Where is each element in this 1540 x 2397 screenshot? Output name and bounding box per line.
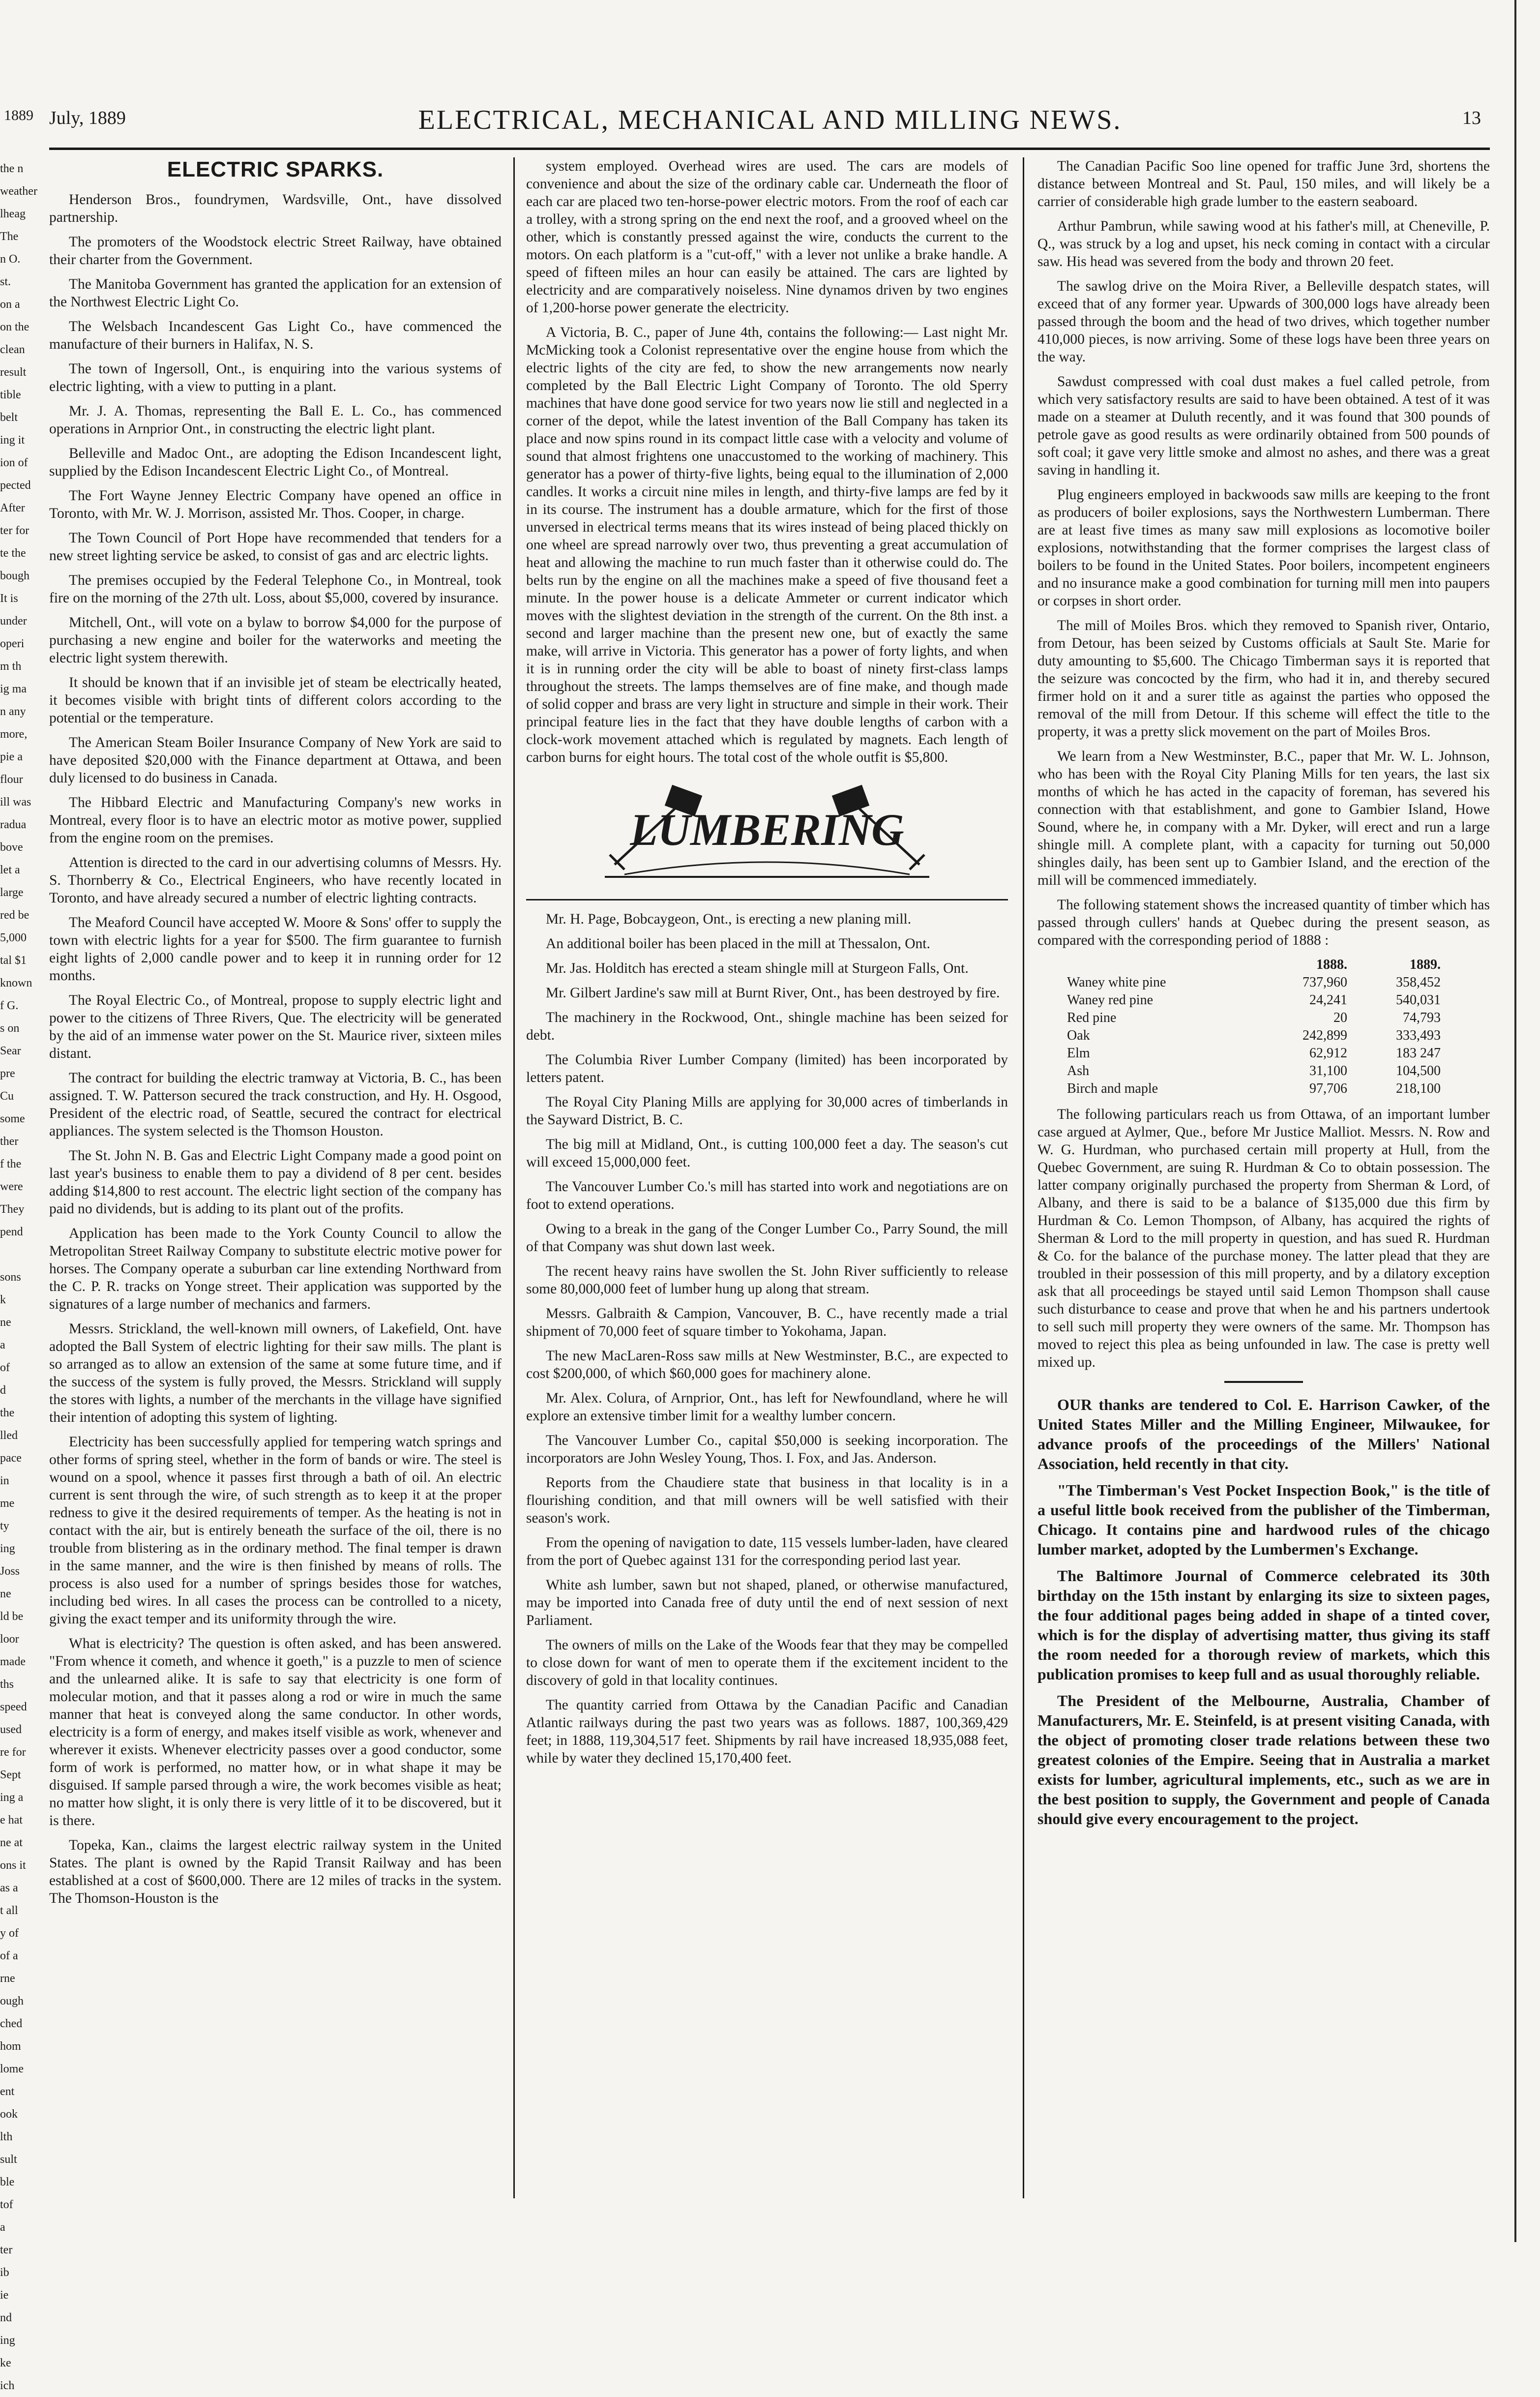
right-edge-rule: [1514, 0, 1516, 2242]
margin-fragment: They: [0, 1203, 25, 1216]
margin-fragment: pected: [0, 479, 31, 492]
margin-fragment: tof: [0, 2198, 13, 2211]
section-separator: [1224, 1381, 1303, 1383]
margin-fragment: known: [0, 977, 32, 989]
electric-sparks-paragraph: The Meaford Council have accepted W. Moore & Sons' offer to supply the town with electric lights for a year for $500. The firm guarantee to furnish eight lights of 2,000 candle power and to keep it in running order for 12 months.: [49, 915, 502, 984]
lumbering-item-paragraph: Mr. Alex. Colura, of Arnprior, Ont., has left for Newfoundland, where he will explore an extensive timber limit for a wealthy lumber concern.: [526, 1390, 1008, 1424]
margin-fragment: were: [0, 1180, 23, 1193]
margin-fragment: f the: [0, 1158, 22, 1170]
table-cell: 242,899: [1303, 1028, 1347, 1043]
table-cell: 31,100: [1309, 1063, 1347, 1079]
margin-fragment: ig ma: [0, 683, 27, 695]
margin-fragment: loor: [0, 1633, 19, 1646]
margin-fragment: some: [0, 1112, 25, 1125]
margin-fragment: bough: [0, 569, 30, 582]
lumber-news-paragraph: The mill of Moiles Bros. which they removed to Spanish river, Ontario, from Detour, has been seized by Customs officials at Sault Ste. Marie for duty amounting to $5,600. The Chicago Timberman says it is reported that the seizure was concocted by the firm, who had it in, and thereby secured firmer hold on it and a surer title as against the parties who opposed the removal of the mill from Detour. If this scheme will effect the title to the property, it was a pretty slick movement on the part of Moiles Bros.: [1037, 618, 1490, 740]
previous-page-margin: [0, 157, 39, 2397]
lumbering-item-paragraph: Mr. Jas. Holditch has erected a steam shingle mill at Sturgeon Falls, Ont.: [546, 960, 969, 976]
lumbering-logo: [595, 781, 939, 884]
margin-fragment: the n: [0, 162, 24, 175]
margin-fragment: e hat: [0, 1814, 23, 1827]
margin-fragment: let a: [0, 864, 20, 876]
margin-fragment: weather: [0, 185, 37, 198]
margin-fragment: radua: [0, 818, 27, 831]
table-row: [1067, 1009, 1441, 1027]
lumbering-item-paragraph: Messrs. Galbraith & Campion, Vancouver, B. C., have recently made a trial shipment of 70,000 feet of square timber to Yokohama, Japan.: [526, 1306, 1008, 1339]
lumbering-item-paragraph: Owing to a break in the gang of the Conger Lumber Co., Parry Sound, the mill of that Company was shut down last week.: [526, 1221, 1008, 1255]
table-cell: 74,793: [1403, 1010, 1441, 1025]
electric-sparks-paragraph: Application has been made to the York County Council to allow the Metropolitan Street Railway Company to substitute electric motive power for horses. The Company operate a suburban car line extending Northward from the C. P. R. tracks on Yonge street. Their application was supported by the signatures of a large number of mechanics and farmers.: [49, 1226, 502, 1312]
margin-fragment: operi: [0, 637, 25, 650]
margin-fragment: a: [0, 1339, 5, 1351]
electric-sparks-paragraph: It should be known that if an invisible jet of steam be electrically heated, it becomes visible with bright tints of different colors according to the potential or the temperature.: [49, 675, 502, 726]
previous-page-edge: 1889: [4, 107, 33, 123]
margin-fragment: ty: [0, 1520, 9, 1532]
margin-fragment: nd: [0, 2311, 12, 2324]
margin-fragment: tible: [0, 389, 21, 401]
electric-sparks-paragraph: The Fort Wayne Jenney Electric Company have opened an office in Toronto, with Mr. W. J. Morrison, assisted Mr. Thos. Cooper, in charge.: [49, 488, 502, 521]
margin-fragment: lome: [0, 2063, 24, 2075]
editorial-note-paragraph: The President of the Melbourne, Australia, Chamber of Manufacturers, Mr. E. Steinfeld, is at present visiting Canada, with the object of promoting closer trade relations between these two greatest colonies of the Empire. Seeing that in Australia a market exists for lumber, agricultural implements, etc., such as we are in the best position to supply, the Government and people of Canada should give every encouragement to the project.: [1037, 1692, 1490, 1828]
electric-continued-paragraph: A Victoria, B. C., paper of June 4th, contains the following:— Last night Mr. McMicking took a Colonist representative over the engine house from which the electric lights of the city are fed, to show the new arrangements now nearly completed by the Ball Electric Light Company of Toronto. The old Sperry machines that have done good service for two years now lie still and neglected in a corner of the depot, while the latest invention of the Ball Company has taken its place and now spins round in its compact little case with a velocity and volume of sound that almost frightens one unaccustomed to the working of machinery. This generator has a power of thirty-five lights, being equal to the illumination of 2,000 candles. It works a circuit nine miles in length, and thirty-five lamps are fed by it in its course. The instrument has a double armature, which for the first of those unversed in electrical terms means that its wires instead of being placed thickly on one wheel are spread narrowly over two, thus preventing a great accumulation of heat and allowing the machine to run much faster than it otherwise could do. The belts run by the engine on all the machines make a speed of five thousand feet a minute. In the power house is a delicate Ammeter or current indicator which moves with the slightest deviation in the strength of the current. On the 8th inst. a second and larger machine than the present new one, but of exactly the same make, will arrive in Victoria. This generator has a power of forty lights, and when it is in running order the city will be able to boast of ninety first-class lamps throughout the streets. The lamps themselves are of fine make, and though made of solid copper and brass are very light in structure and simple in their work. Their principal feature lies in the fact that they have double lengths of carbon with a clock-work movement attached which is regulated by magnets. Each length of carbon burns for eight hours. The total cost of the whole outfit is $5,800.: [526, 325, 1008, 765]
margin-fragment: lled: [0, 1429, 18, 1442]
electric-continued-paragraph: system employed. Overhead wires are used. The cars are models of convenience and about the size of the ordinary cable car. Underneath the floor of each car are placed two ten-horse-power electric motors. From the roof of each car a trolley, with a strong spring on the end next the roof, and a grooved wheel on the other, which is constantly pressed against the wire, conducts the current to the motors. On each platform is a "cut-off," with a lever not unlike a brake handle. A speed of fifteen miles an hour can easily be attained. The cars are lighted by electricity and are comparatively noiseless. Nine dynamos driven by two engines of 1,200-horse power generate the electricity.: [526, 158, 1008, 316]
table-cell: 104,500: [1396, 1063, 1441, 1079]
margin-fragment: m th: [0, 660, 22, 673]
page-number: 13: [1462, 108, 1481, 128]
lumbering-item-paragraph: The big mill at Midland, Ont., is cutting 100,000 feet a day. The season's cut will exceed 15,000,000 feet.: [526, 1137, 1008, 1170]
table-header-row: [1067, 956, 1441, 974]
column-right: [1037, 157, 1490, 1835]
column-middle: [526, 157, 1008, 1774]
lumbering-item-paragraph: An additional boiler has been placed in the mill at Thessalon, Ont.: [546, 936, 930, 952]
margin-fragment: ter for: [0, 524, 30, 537]
column-electric-sparks: [49, 157, 502, 1914]
page-header: [0, 107, 1540, 147]
margin-fragment: pend: [0, 1226, 23, 1238]
table-header-cell: 1888.: [1316, 957, 1347, 972]
electric-sparks-paragraph: Mr. J. A. Thomas, representing the Ball E. L. Co., has commenced operations in Arnprior Ont., in constructing the electric light plant.: [49, 403, 502, 437]
margin-fragment: pre: [0, 1067, 15, 1080]
margin-fragment: t all: [0, 1904, 18, 1917]
margin-fragment: ing a: [0, 1791, 24, 1804]
margin-fragment: under: [0, 615, 27, 628]
margin-fragment: 5,000: [0, 931, 27, 944]
table-row: [1067, 974, 1441, 991]
table-row: [1067, 1062, 1441, 1080]
electric-sparks-paragraph: The Manitoba Government has granted the application for an extension of the Northwest Electric Light Co.: [49, 276, 502, 310]
table-cell: Oak: [1067, 1028, 1090, 1043]
margin-fragment: te the: [0, 547, 26, 560]
margin-fragment: ing: [0, 1542, 15, 1555]
electric-sparks-paragraph: The Town Council of Port Hope have recommended that tenders for a new street lighting service be asked, to consist of gas and arc electric lights.: [49, 530, 502, 564]
margin-fragment: rne: [0, 1972, 15, 1985]
electric-sparks-paragraph: Electricity has been successfully applied for tempering watch springs and other forms of spring steel, whether in the form of bands or wire. The steel is wound on a spool, whence it passes first through a bath of oil. An electric current is sent through the wire, of such strength as to keep it at the proper redness to give it the desired requirements of temper. As the heating is not in contact with the air, but is entirely beneath the surface of the oil, there is no trouble from blistering as in the ordinary method. The final temper is drawn in the same manner, and the wire is then finished by means of rolls. The process is also used for a number of springs besides those for watches, including bed wires. In all cases the process can be controlled to a nicety, giving the exact temper and its uniformity through the wire.: [49, 1434, 502, 1627]
margin-fragment: bove: [0, 841, 23, 854]
logo-rule: [526, 899, 1008, 900]
margin-fragment: ich: [0, 2379, 15, 2392]
margin-fragment: ke: [0, 2357, 11, 2369]
margin-fragment: [0, 1243, 39, 1266]
publication-title: ELECTRICAL, MECHANICAL AND MILLING NEWS.: [418, 105, 1122, 135]
editorial-note-paragraph: "The Timberman's Vest Pocket Inspection Book," is the title of a useful little book received from the publisher of the Timberman, Chicago. It contains pine and hardwood rules of the chicago lumber market, adopted by the Lumbermen's Exchange.: [1037, 1481, 1490, 1558]
margin-fragment: ie: [0, 2289, 9, 2302]
table-cell: 218,100: [1396, 1081, 1441, 1096]
table-row: [1067, 1027, 1441, 1045]
margin-fragment: of: [0, 1361, 10, 1374]
margin-fragment: ion of: [0, 456, 28, 469]
table-row: [1067, 1045, 1441, 1062]
margin-fragment: on a: [0, 298, 20, 311]
margin-fragment: sult: [0, 2153, 17, 2166]
lumber-news-paragraph: Plug engineers employed in backwoods saw mills are keeping to the front as producers of boiler explosions, says the Northwestern Lumberman. There are at least five times as many saw mill explosions as locomotive boiler explosions, notwithstanding that the former comprises the largest class of boilers to be found in the United States. Poor boilers, incompetent engineers and no insurance make a good combination for turning mill men into paupers or corpses in short order.: [1037, 487, 1490, 609]
margin-fragment: speed: [0, 1701, 27, 1713]
lumber-news-paragraph: Arthur Pambrun, while sawing wood at his father's mill, at Cheneville, P. Q., was struck by a log and upset, his neck coming in contact with a circular saw. His head was severed from the body and thrown 20 feet.: [1037, 218, 1490, 270]
lumbering-item-paragraph: The Columbia River Lumber Company (limited) has been incorporated by letters patent.: [526, 1052, 1008, 1085]
margin-fragment: re for: [0, 1746, 26, 1759]
margin-fragment: made: [0, 1655, 26, 1668]
table-header-cell: 1889.: [1410, 957, 1441, 972]
margin-fragment: y of: [0, 1927, 19, 1940]
table-cell: 20: [1333, 1010, 1347, 1025]
editorial-note-paragraph: OUR thanks are tendered to Col. E. Harrison Cawker, of the United States Miller and the Milling Engineer, Milwaukee, for advance proofs of the proceedings of the Millers' National Association, held recently in that city.: [1037, 1396, 1490, 1472]
table-cell: 737,960: [1303, 975, 1347, 990]
margin-fragment: d: [0, 1384, 6, 1397]
margin-fragment: flour: [0, 773, 23, 786]
margin-fragment: clean: [0, 343, 25, 356]
lumbering-item-paragraph: The recent heavy rains have swollen the St. John River sufficiently to release some 80,000,000 feet of lumber hung up along that stream.: [526, 1263, 1008, 1297]
margin-fragment: ne: [0, 1588, 11, 1600]
table-cell: 358,452: [1396, 975, 1441, 990]
timber-culled-table: [1067, 956, 1441, 1098]
lumbering-item-paragraph: Reports from the Chaudiere state that business in that locality is in a flourishing condition, and that mill owners will be well satisfied with their season's work.: [526, 1475, 1008, 1526]
margin-fragment: ld be: [0, 1610, 24, 1623]
margin-fragment: ent: [0, 2085, 15, 2098]
lumbering-item-paragraph: Mr. H. Page, Bobcaygeon, Ont., is erecting a new planing mill.: [546, 911, 912, 927]
margin-fragment: a: [0, 2221, 5, 2234]
margin-fragment: ill was: [0, 796, 31, 809]
lumbering-item-paragraph: The quantity carried from Ottawa by the Canadian Pacific and Canadian Atlantic railways during the past two years was as follows. 1887, 100,369,429 feet; in 1888, 119,304,517 feet. Shipments by rail have increased 18,935,088 feet, while by water they declined 15,170,400 feet.: [526, 1697, 1008, 1766]
margin-fragment: result: [0, 366, 27, 379]
margin-fragment: ons it: [0, 1859, 26, 1872]
electric-sparks-paragraph: The American Steam Boiler Insurance Company of New York are said to have deposited $20,000 with the Finance department at Ottawa, and been duly licensed to do business in Canada.: [49, 735, 502, 786]
margin-fragment: After: [0, 502, 25, 514]
electric-sparks-paragraph: The Royal Electric Co., of Montreal, propose to supply electric light and power to the citizens of Three Rivers, Que. The electricity will be generated by the aid of an immense water power on the St. Maurice river, sixteen miles distant.: [49, 992, 502, 1061]
margin-fragment: Joss: [0, 1565, 20, 1578]
margin-fragment: more,: [0, 728, 28, 741]
table-cell: 333,493: [1396, 1028, 1441, 1043]
margin-fragment: Sear: [0, 1045, 21, 1057]
lumber-news-paragraph: The sawlog drive on the Moira River, a Belleville despatch states, will exceed that of any former year. Upwards of 300,000 logs have already been passed through the boom and the head of two drives, which together number 410,000 pieces, is now arriving. Some of these logs have been three years on the way.: [1037, 278, 1490, 365]
table-cell: Ash: [1067, 1063, 1090, 1079]
table-cell: 24,241: [1309, 992, 1347, 1008]
margin-fragment: belt: [0, 411, 18, 424]
margin-fragment: ne: [0, 1316, 11, 1329]
margin-fragment: st.: [0, 275, 11, 288]
margin-fragment: ther: [0, 1135, 19, 1148]
lumbering-item-paragraph: The Vancouver Lumber Co., capital $50,000 is seeking incorporation. The incorporators are John Wesley Young, Thos. I. Fox, and Jas. Anderson.: [526, 1433, 1008, 1466]
margin-fragment: hom: [0, 2040, 21, 2053]
lumber-case-paragraph: The following particulars reach us from Ottawa, of an important lumber case argued at Aylmer, Que., before Mr Justice Malliot. Messrs. N. Row and W. G. Hurdman, who purchased certain mill property at Hull, from the Quebec Government, are suing R. Hurdman & Co to obtain possession. The latter company originally purchased the property from Sherman & Lord, of Albany, and there is said to be a balance of $135,000 due this firm by Hurdman & Co. Lemon Thompson, of Albany, has acquired the rights of Sherman & Lord to the mill property in question, and has sued R. Hurdman & Co. for the balance of the purchase money. The latter plead that they are troubled in their possession of this mill property, and by a dilatory exception ask that all proceedings be stayed until said Lemon Thompson shall cause such disturbance to cease and prove that when he and his partners undertook to sell such mill property they were owners of the same. Mr. Thompson has moved to reject this plea as being unfounded in law. The case is pretty well mixed up.: [1037, 1107, 1490, 1370]
margin-fragment: ing it: [0, 434, 25, 447]
margin-fragment: k: [0, 1293, 6, 1306]
lumbering-item-paragraph: White ash lumber, sawn but not shaped, planed, or otherwise manufactured, may be imported into Canada free of duty until the end of next session of next Parliament.: [526, 1577, 1008, 1628]
lumbering-item-paragraph: The new MacLaren-Ross saw mills at New Westminster, B.C., are expected to cost $200,000, of which $60,000 goes for machinery alone.: [526, 1348, 1008, 1381]
margin-fragment: pace: [0, 1452, 22, 1465]
margin-fragment: ook: [0, 2108, 18, 2121]
margin-fragment: Sept: [0, 1768, 21, 1781]
margin-fragment: ing: [0, 2334, 15, 2347]
lumbering-item-paragraph: The machinery in the Rockwood, Ont., shingle machine has been seized for debt.: [526, 1010, 1008, 1043]
electric-sparks-paragraph: What is electricity? The question is often asked, and has been answered. "From whence it cometh, and whence it goeth," is a puzzle to men of science and the unlearned alike. It is safe to say that electricity is one form of molecular motion, and that it passes along a rod or wire in much the same manner that heat is conveyed along the same conductor. In other words, electricity is a form of energy, and makes itself visible as work, whenever and wherever it exists. Whenever electricity passes over a good conductor, some form of work is performed, no matter how, or in what shape it may be disguised. If sample parsed through a wire, the work becomes visible as heat; no matter how slight, it is only there is very little of it to be discovered, but it is there.: [49, 1636, 502, 1828]
header-rule: [49, 148, 1490, 150]
margin-fragment: red be: [0, 909, 30, 922]
table-cell: Red pine: [1067, 1010, 1117, 1025]
table-cell: Birch and maple: [1067, 1081, 1158, 1096]
electric-sparks-paragraph: Topeka, Kan., claims the largest electric railway system in the United States. The plant is owned by the Rapid Transit Railway and has been established at a cost of $600,000. There are 12 miles of tracks in the system. The Thomson-Houston is the: [49, 1837, 502, 1906]
margin-fragment: n O.: [0, 253, 21, 266]
table-row: [1067, 1080, 1441, 1098]
margin-fragment: ter: [0, 2244, 13, 2256]
electric-sparks-paragraph: Mitchell, Ont., will vote on a bylaw to borrow $4,000 for the purpose of purchasing a new engine and boiler for the waterworks and meeting the electric light system therewith.: [49, 615, 502, 666]
table-cell: 97,706: [1309, 1081, 1347, 1096]
margin-fragment: s on: [0, 1022, 20, 1035]
electric-sparks-paragraph: The contract for building the electric tramway at Victoria, B. C., has been assigned. T. W. Patterson secured the track construction, and Hy. H. Osgood, President of the electric road, of Seattle, secured the contract for electrical appliances. The system selected is the Thomson Houston.: [49, 1070, 502, 1139]
margin-fragment: ib: [0, 2266, 9, 2279]
margin-fragment: as a: [0, 1882, 18, 1894]
margin-fragment: ched: [0, 2017, 23, 2030]
lumbering-item-paragraph: Mr. Gilbert Jardine's saw mill at Burnt River, Ont., has been destroyed by fire.: [546, 985, 1000, 1001]
margin-fragment: me: [0, 1497, 15, 1510]
electric-sparks-paragraph: Messrs. Strickland, the well-known mill owners, of Lakefield, Ont. have adopted the Ball System of electric lighting for their saw mills. The plant is so arranged as to allow an extension of the same at some future time, and if the success of the system is fully proved, the Messrs. Strickland will supply the stores with lights, a number of the merchants in the village have signified their intention of adopting this system of lighting.: [49, 1321, 502, 1425]
lumbering-item-paragraph: The Royal City Planing Mills are applying for 30,000 acres of timberlands in the Sayward District, B. C.: [526, 1094, 1008, 1128]
margin-fragment: f G.: [0, 999, 19, 1012]
margin-fragment: of a: [0, 1949, 18, 1962]
electric-sparks-paragraph: Belleville and Madoc Ont., are adopting the Edison Incandescent light, supplied by the Edison Incandescent Electric Light Co., of Montreal.: [49, 446, 502, 479]
margin-fragment: lheag: [0, 208, 26, 220]
margin-fragment: tal $1: [0, 954, 27, 967]
margin-fragment: the: [0, 1407, 15, 1419]
margin-fragment: ble: [0, 2176, 15, 2188]
table-cell: 183 247: [1396, 1046, 1441, 1061]
editorial-note-paragraph: The Baltimore Journal of Commerce celebrated its 30th birthday on the 15th instant by enlarging its size to sixteen pages, the four additional pages being added in shape of a tinted cover, which is for the display of advertising matter, thus giving its staff the room needed for a thorough review of markets, which this publication promises to keep full and as usual thoroughly reliable.: [1037, 1567, 1490, 1683]
margin-fragment: on the: [0, 321, 30, 333]
lumbering-item-paragraph: From the opening of navigation to date, 115 vessels lumber-laden, have cleared from the port of Quebec against 131 for the corresponding period last year.: [526, 1535, 1008, 1568]
lumbering-item-paragraph: The owners of mills on the Lake of the Woods fear that they may be compelled to close down for want of men to operate them if the excitement incident to the discovery of gold in that locality continues.: [526, 1637, 1008, 1688]
margin-fragment: sons: [0, 1271, 21, 1284]
electric-sparks-paragraph: Henderson Bros., foundrymen, Wardsville, Ont., have dissolved partnership.: [49, 192, 502, 225]
section-heading-electric-sparks: ELECTRIC SPARKS.: [167, 157, 384, 181]
margin-fragment: n any: [0, 705, 26, 718]
margin-fragment: large: [0, 886, 24, 899]
electric-sparks-paragraph: The Hibbard Electric and Manufacturing Company's new works in Montreal, every floor is to have an electric motor as motive power, supplied from the engine room on the premises.: [49, 795, 502, 846]
table-cell: 540,031: [1396, 992, 1441, 1008]
margin-fragment: in: [0, 1474, 9, 1487]
table-row: [1067, 991, 1441, 1009]
electric-sparks-paragraph: The premises occupied by the Federal Telephone Co., in Montreal, took fire on the morning of the 27th ult. Loss, about $5,000, covered by insurance.: [49, 572, 502, 606]
margin-fragment: ths: [0, 1678, 14, 1691]
electric-sparks-paragraph: The St. John N. B. Gas and Electric Light Company made a good point on last year's business to enable them to pay a dividend of 8 per cent. besides adding $14,800 to rest account. The electric light section of the company has paid no dividends, but is adding to its plant out of the profits.: [49, 1148, 502, 1217]
margin-fragment: The: [0, 230, 19, 243]
table-header-cell: [1067, 956, 1254, 974]
margin-fragment: Cu: [0, 1090, 14, 1103]
column-rule-2: [1023, 157, 1024, 2198]
lumber-news-paragraph: Sawdust compressed with coal dust makes a fuel called petrole, from which very satisfactory results are said to have been obtained. A test of it was made on a steamer at Duluth recently, and it was found that 300 pounds of petrole gave as good results as were ordinarily obtained from 500 pounds of soft coal; it gave very little smoke and almost no ashes, and there was a great saving in handling it.: [1037, 374, 1490, 478]
table-cell: Waney red pine: [1067, 992, 1153, 1008]
margin-fragment: ne at: [0, 1836, 23, 1849]
margin-fragment: lth: [0, 2130, 13, 2143]
margin-fragment: It is: [0, 592, 18, 605]
electric-sparks-paragraph: The promoters of the Woodstock electric Street Railway, have obtained their charter from the Government.: [49, 234, 502, 268]
electric-sparks-paragraph: The Welsbach Incandescent Gas Light Co., have commenced the manufacture of their burners in Halifax, N. S.: [49, 319, 502, 352]
lumber-news-paragraph: The Canadian Pacific Soo line opened for traffic June 3rd, shortens the distance between Montreal and St. Paul, 150 miles, and will likely be a carrier of considerable high grade lumber to the eastern seaboard.: [1037, 158, 1490, 210]
lumbering-logo-text: LUMBERING: [630, 805, 904, 855]
table-cell: Waney white pine: [1067, 975, 1166, 990]
electric-sparks-paragraph: The town of Ingersoll, Ont., is enquiring into the various systems of electric lighting, with a view to putting in a plant.: [49, 361, 502, 394]
table-cell: 62,912: [1309, 1046, 1347, 1061]
margin-fragment: used: [0, 1723, 22, 1736]
lumber-news-paragraph: We learn from a New Westminster, B.C., paper that Mr. W. L. Johnson, who has been with the Royal City Planing Mills for ten years, the last six months of which he has acted in the capacity of foreman, has severed his connection with that establishment, and gone to Gambier Island, Howe Sound, where he, in company with a Mr. Dyker, will erect and run a large shingle mill. A complete plant, with a capacity for turning out 50,000 shingles daily, has been sent up to Gambier Island, and the erection of the mill will be commenced immediately.: [1037, 749, 1490, 888]
issue-date: July, 1889: [49, 108, 126, 128]
table-cell: Elm: [1067, 1046, 1090, 1061]
margin-fragment: ough: [0, 1995, 24, 2007]
margin-fragment: pie a: [0, 750, 23, 763]
electric-sparks-paragraph: Attention is directed to the card in our advertising columns of Messrs. Hy. S. Thornberry & Co., Electrical Engineers, who have recently located in Toronto, and have already secured a number of electric lighting contracts.: [49, 855, 502, 906]
lumber-news-paragraph: The following statement shows the increased quantity of timber which has passed through cullers' hands at Quebec during the present season, as compared with the corresponding period of 1888 :: [1037, 897, 1490, 948]
column-rule-1: [513, 157, 515, 2198]
lumbering-item-paragraph: The Vancouver Lumber Co.'s mill has started into work and negotiations are on foot to extend operations.: [526, 1179, 1008, 1212]
